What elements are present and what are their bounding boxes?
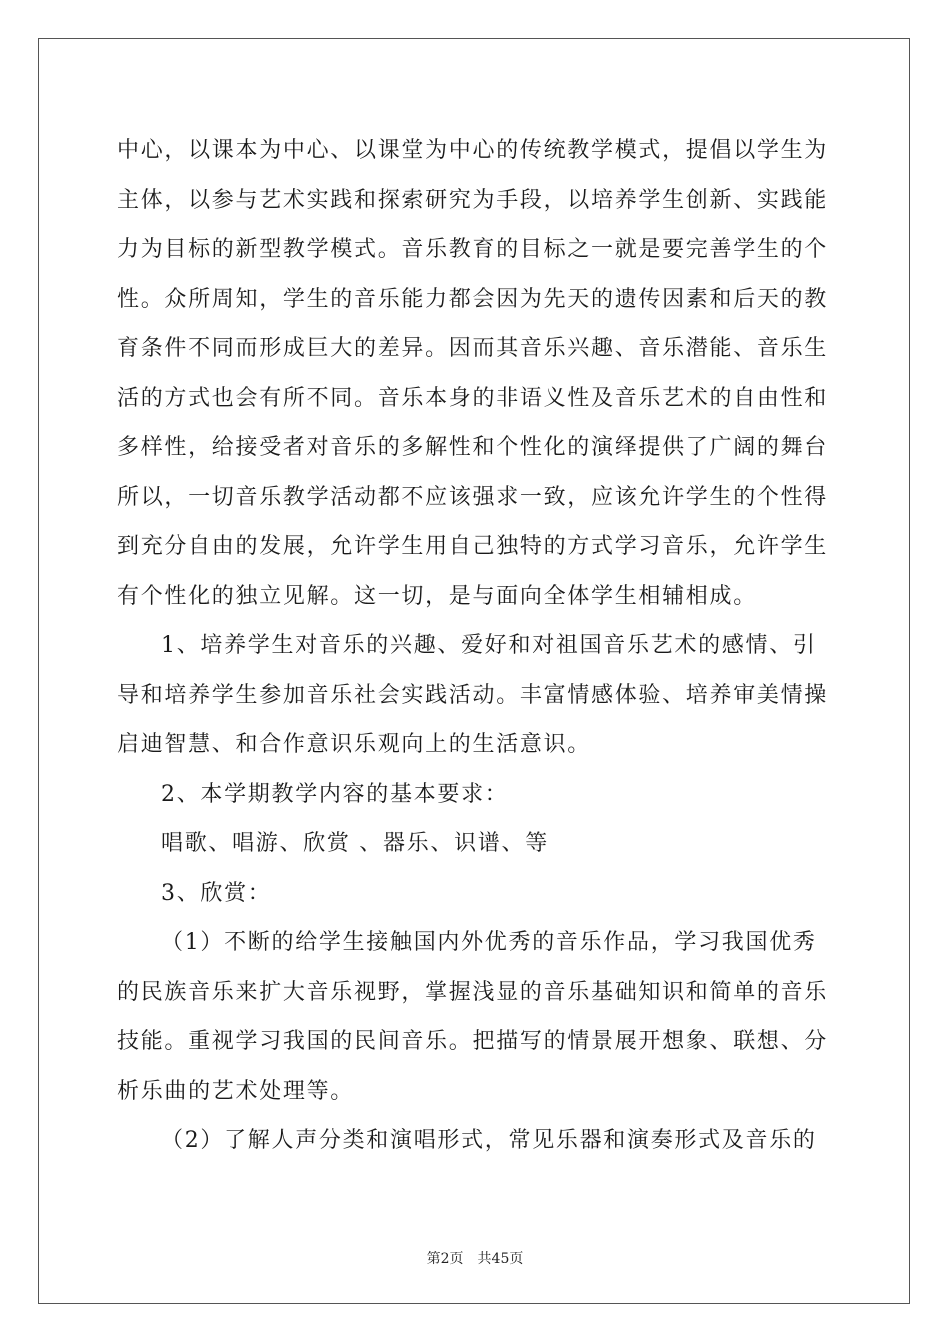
body-text-line: 析乐曲的艺术处理等。: [117, 1078, 355, 1104]
body-text-line: 的民族音乐来扩大音乐视野，掌握浅显的音乐基础知识和简单的音乐: [117, 979, 829, 1005]
body-text-line: 2、本学期教学内容的基本要求：: [161, 781, 509, 807]
body-text-line: 所以，一切音乐教学活动都不应该强求一致，应该允许学生的个性得: [117, 484, 829, 510]
body-text-line: 唱歌、唱游、欣赏 、器乐、识谱、等: [161, 831, 549, 856]
body-text-line: 多样性，给接受者对音乐的多解性和个性化的演绎提供了广阔的舞台: [117, 435, 829, 460]
document-body: [117, 126, 837, 1166]
body-text-line: （2）了解人声分类和演唱形式，常见乐器和演奏形式及音乐的: [161, 1128, 817, 1153]
body-text-line: 导和培养学生参加音乐社会实践活动。丰富情感体验、培养审美情操: [117, 682, 829, 708]
body-text-line: （1）不断的给学生接触国内外优秀的音乐作品，学习我国优秀: [161, 930, 817, 955]
body-text-line: 技能。重视学习我国的民间音乐。把描写的情景展开想象、联想、分: [117, 1029, 829, 1054]
body-text-line: 力为目标的新型教学模式。音乐教育的目标之一就是要完善学生的个: [117, 237, 829, 262]
body-text-line: 启迪智慧、和合作意识乐观向上的生活意识。: [117, 732, 592, 757]
body-text-line: 育条件不同而形成巨大的差异。因而其音乐兴趣、音乐潜能、音乐生: [117, 336, 829, 361]
body-text-line: 中心，以课本为中心、以课堂为中心的传统教学模式，提倡以学生为: [117, 138, 829, 163]
page-footer: 第2页 共45页: [426, 1251, 524, 1267]
body-text-line: 活的方式也会有所不同。音乐本身的非语义性及音乐艺术的自由性和: [117, 385, 829, 411]
body-text-line: 3、欣赏：: [161, 880, 272, 906]
body-text-line: 1、培养学生对音乐的兴趣、爱好和对祖国音乐艺术的感情、引: [161, 633, 817, 658]
body-text-line: 性。众所周知，学生的音乐能力都会因为先天的遗传因素和后天的教: [117, 286, 829, 312]
body-text-line: 有个性化的独立见解。这一切，是与面向全体学生相辅相成。: [117, 583, 757, 609]
body-text-line: 主体，以参与艺术实践和探索研究为手段，以培养学生创新、实践能: [117, 187, 829, 213]
body-text-line: 到充分自由的发展，允许学生用自己独特的方式学习音乐，允许学生: [117, 534, 829, 559]
